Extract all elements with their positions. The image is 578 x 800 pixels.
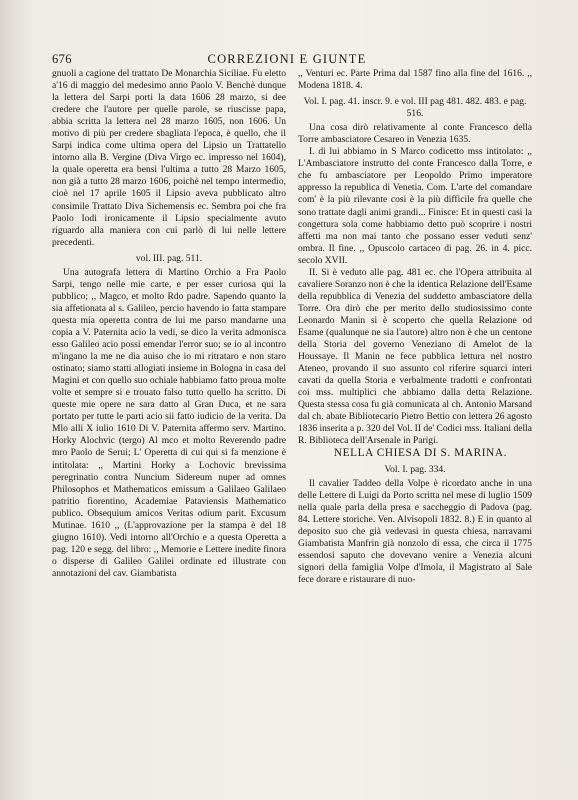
paragraph: I. di lui abbiamo in S Marco codicetto mss intitolato: ,, L'Ambasciatore instrutto del conte Francesco dalla Torre, e che fu ambasciatore per Leopoldo Primo imperatore appresso la republica di Venetia. Com. L'arte del comandare com' è la più rilevante cosi è la più difficile fra quelle che sono trattate dagli animi grandi... Finisce: Et in questi casi la congettura sola come habbiamo detto può scoprire i nostri affetti ma non mai tanto che possano esser veduti senz' ombra. Il fine. ,, Opuscolo cartaceo di pag. 26. in 4. picc. secolo XVII.	[298, 146, 532, 266]
right-column	[298, 68, 532, 586]
page-header	[52, 52, 532, 67]
running-title: CORREZIONI E GIUNTE	[207, 52, 367, 66]
paragraph: gnuoli a cagione del trattato De Monarchia Siciliae. Fu eletto a'16 di maggio del medesimo anno Paolo V. Benchè dunque la lettera del Sarpi porti la data 1606 28 marzo, si dee credere che l'autore per quelle parole, se riuscisse papa, abbia scritta la lettera nel 28 marzo 1605, non 1606. Un motivo di più per credere sbagliata l'epoca, è quello, che il Sarpi indica come ultima opera del Lipsio un Trattatello intorno alla B. Vergine (Diva Virgo ec. impresso nel 1604), la quale operetta era bensì l'ultima a tutto 28 Marzo 1605, non già a tutto 28 marzo 1606, poichè nel tempo intermedio, cioè nel 17 aprile 1605 il Lipsio aveva pubblicato altro consimile Trattato Diva Sichemensis ec. Sembra poi che fra Paolo Iodi ironicamente il Lipsio specialmente avuto riguardo alla maniera con cui parlò di lui nelle lettere precedenti.	[52, 68, 286, 248]
section-heading: NELLA CHIESA DI S. MARINA.	[333, 447, 508, 460]
paragraph: Il cavalier Taddeo della Volpe è ricordato anche in una delle Lettere di Luigi da Porto scritta nel mese di luglio 1509 nella quale parla della presa e saccheggio di Padova (pag. 84. Lettere storiche. Ven. Alvisopoli 1832. 8.) E in quanto al deposito suo che già vedevasi in questa chiesa, narravami Giambatista Manfrin già nonzolo di essa, che circa il 1775 essendosi saputo che dovevano venire a Venezia alcuni signori della famiglia Volpe d'Imola, il Magistrato al Sale fece dorare e ristaurare di nuo-	[298, 477, 532, 585]
volume-reference: Vol. I. pag. 334.	[384, 463, 446, 475]
volume-reference: Vol. I. pag. 41. inscr. 9. e vol. III pag 481. 482. 483. e pag. 516.	[303, 96, 527, 120]
left-column	[52, 68, 286, 586]
paragraph: II. Si è veduto alle pag. 481 ec. che l'Opera attribuita al cavaliere Soranzo non è che la identica Relazione dell'Esame della repubblica di Venezia del suddetto ambasciatore della Torre. Ora dirò che per merito dello studiosissimo conte Leonardo Manin si è scoperto che quella Relazione od Esame (qualunque ne sia l'autore) altro non è che un centone della Storia del governo Veneziano di Amelot de la Houssaye. Il Manin ne fece pubblica lettura nel nostro Ateneo, provando il suo assunto col riferire squarci interi cavati da quella Storia e verbalmente tradotti e confrontati coi mss. multiplici che abbiamo dalla detta Relazione. Questa stessa cosa fu già comunicata al ch. Antonio Marsand dal ch. abate Bibliotecario Pietro Bettio con lettera 26 agosto 1836 inserita a p. 320 del Vol. II de' Codici mss. Italiani della R. Biblioteca dell'Arsenale in Parigi.	[298, 266, 532, 447]
volume-reference: vol. III. pag. 511.	[135, 252, 203, 264]
text-columns	[52, 68, 532, 586]
paragraph: Una cosa dirò relativamente al conte Francesco della Torre ambasciatore Cesareo in Venezia 1635.	[298, 122, 532, 146]
page-number: 676	[52, 52, 72, 66]
paragraph: Una autografa lettera di Martino Orchio a Fra Paolo Sarpi, tengo nelle mie carte, e per esser curiosa qui la pubblico; ,, Magco, et molto Rdo padre. Sapendo quanto la sia affetionata al s. Galileo, percio havendo io fatta stampare questa mia operetta contra de lui me parso mandarne una copia a V. Paternita acio la vedi, se dico la verita admonisca esso Galileo acio possi emendar l'error suo; se io al incontro m'ingano la me ne dia auiso che io mi ritrataro e non staro ostinato; siamo statti allogiati insieme in Bologna in casa del Magini et con quello suo ochiale habbiamo fatto proua molte volte et sempre si e trouato falso tutto quello ha scritto. Di queste mie opere ne sara datto al Gran Duca, et ne sara portato per tutte le parti acio sii fatto iudicio de la verita. Da Mlo alli X iulio 1610 Di V. Paternita affermo serv. Martino. Horky Alochvic (tergo) Al mco et molto Reverendo padre mro Paolo de Serui; L' Operetta di cui qui si fa menzione è intitolata: ,, Martini Horky a Lochovic brevissima peregrinatio contra Nuncium Sidereum nuper ad omnes Philosophos et Mathematicos emissum a Galilaeo Galilaeo patritio fiorentino, Academiae Pataviensis Mathematico publico. Obsequium amicos Veritas odium parit. Excusum Mutinae. 1610 ,, (L'approvazione per la stampa è del 18 giugno 1610). Vedi intorno all'Orchio e a questa Operetta a pag. 120 e segg. del libro: ,, Memorie e Lettere inedite finora o disperse di Galileo Galilei ordinate ed illustrate con annotazioni del cav. Giambatista	[52, 266, 286, 579]
paragraph: ,, Venturi ec. Parte Prima dal 1587 fino alla fine del 1616. ,, Modena 1818. 4.	[298, 68, 532, 92]
